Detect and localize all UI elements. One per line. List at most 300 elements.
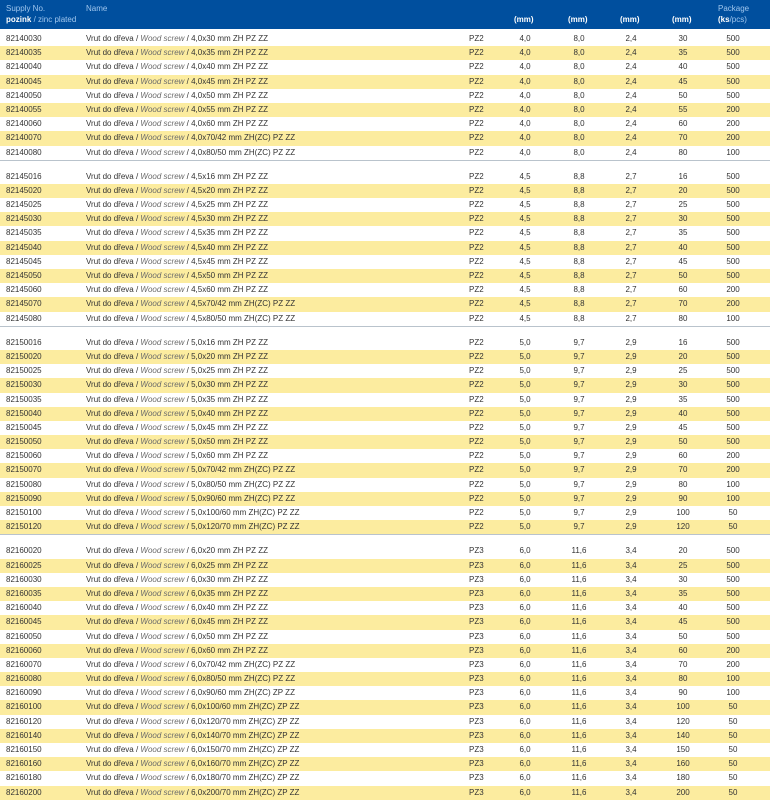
name-spec: / 4,0x45 mm ZH PZ ZZ bbox=[184, 76, 268, 86]
name-spec: / 4,0x35 mm ZH PZ ZZ bbox=[184, 48, 268, 58]
table-row bbox=[0, 393, 770, 407]
name-spec: / 5,0x30 mm ZH PZ ZZ bbox=[184, 380, 268, 390]
supply-no-cell: 82150050 bbox=[6, 437, 42, 447]
name-cz: Vrut do dřeva bbox=[86, 745, 134, 754]
supply-no-cell: 82145080 bbox=[6, 313, 42, 323]
name-cz: Vrut do dřeva bbox=[86, 313, 134, 323]
drive-cell: PZ2 bbox=[469, 147, 484, 157]
name-spec: / 5,0x20 mm ZH PZ ZZ bbox=[184, 351, 268, 361]
name-en: Wood screw bbox=[140, 76, 185, 86]
package-cell: 50 bbox=[728, 759, 738, 769]
head-height-cell: 2,9 bbox=[625, 508, 637, 517]
package-cell: 500 bbox=[726, 228, 740, 238]
head-diameter-cell: 11,6 bbox=[571, 702, 587, 712]
length-cell: 70 bbox=[678, 299, 688, 309]
name-cz: Vrut do dřeva bbox=[86, 351, 134, 361]
name-cell bbox=[86, 630, 446, 644]
package-cell: 500 bbox=[726, 560, 740, 570]
name-en: Wood screw bbox=[140, 256, 185, 266]
name-cz: Vrut do dřeva bbox=[86, 380, 134, 390]
diameter-cell: 6,0 bbox=[519, 745, 531, 754]
table-row bbox=[0, 544, 770, 558]
supply-no-cell: 82140050 bbox=[6, 90, 42, 100]
head-diameter-cell: 9,7 bbox=[573, 522, 585, 532]
length-cell: 80 bbox=[678, 479, 688, 489]
group-separator bbox=[0, 326, 770, 336]
name-en: Wood screw bbox=[140, 90, 185, 100]
supply-no-cell: 82160140 bbox=[6, 730, 42, 740]
drive-cell: PZ3 bbox=[469, 645, 484, 655]
length-cell: 120 bbox=[676, 522, 690, 532]
head-diameter-cell: 9,7 bbox=[573, 394, 585, 404]
name-en: Wood screw bbox=[140, 271, 185, 280]
name-separator: / bbox=[133, 337, 141, 347]
head-height-cell: 2,4 bbox=[625, 90, 637, 100]
head-diameter-cell: 11,6 bbox=[571, 745, 587, 754]
drive-cell: PZ2 bbox=[469, 366, 484, 376]
length-cell: 35 bbox=[678, 588, 688, 598]
drive-cell: PZ2 bbox=[469, 285, 484, 295]
package-cell: 100 bbox=[726, 493, 740, 503]
package-cell: 500 bbox=[726, 34, 740, 43]
head-height-cell: 2,4 bbox=[625, 76, 637, 86]
name-cell bbox=[86, 146, 446, 160]
head-diameter-cell: 8,8 bbox=[573, 200, 585, 210]
package-cell: 500 bbox=[726, 271, 740, 280]
name-en: Wood screw bbox=[140, 674, 185, 684]
diameter-cell: 4,5 bbox=[519, 200, 531, 210]
supply-no-cell: 82150045 bbox=[6, 422, 42, 432]
head-height-cell: 2,9 bbox=[625, 493, 637, 503]
name-separator: / bbox=[133, 659, 141, 669]
table-row bbox=[0, 146, 770, 160]
name-separator: / bbox=[133, 465, 141, 475]
name-cell bbox=[86, 587, 446, 601]
name-en: Wood screw bbox=[140, 48, 185, 58]
name-separator: / bbox=[133, 674, 141, 684]
table-row bbox=[0, 757, 770, 771]
header-finish-en: zinc plated bbox=[38, 15, 77, 24]
head-diameter-cell: 8,8 bbox=[573, 285, 585, 295]
drive-cell: PZ3 bbox=[469, 688, 484, 698]
name-separator: / bbox=[133, 493, 141, 503]
diameter-cell: 5,0 bbox=[519, 451, 531, 461]
head-height-cell: 3,4 bbox=[625, 588, 637, 598]
table-row bbox=[0, 46, 770, 60]
diameter-cell: 4,0 bbox=[519, 133, 531, 143]
package-cell: 500 bbox=[726, 574, 740, 584]
supply-no-cell: 82145070 bbox=[6, 299, 42, 309]
name-en: Wood screw bbox=[140, 603, 185, 613]
diameter-cell: 6,0 bbox=[519, 674, 531, 684]
diameter-cell: 5,0 bbox=[519, 366, 531, 376]
supply-no-cell: 82160025 bbox=[6, 560, 42, 570]
name-separator: / bbox=[133, 214, 141, 224]
diameter-cell: 5,0 bbox=[519, 522, 531, 532]
table-row bbox=[0, 715, 770, 729]
drive-cell: PZ2 bbox=[469, 337, 484, 347]
name-cell bbox=[86, 393, 446, 407]
name-cell bbox=[86, 89, 446, 103]
name-separator: / bbox=[133, 271, 141, 280]
head-diameter-cell: 8,8 bbox=[573, 171, 585, 181]
head-height-cell: 2,7 bbox=[625, 242, 637, 252]
name-cell bbox=[86, 241, 446, 255]
length-cell: 45 bbox=[678, 76, 688, 86]
group-separator bbox=[0, 534, 770, 544]
table-row bbox=[0, 117, 770, 131]
head-diameter-cell: 9,7 bbox=[573, 366, 585, 376]
name-separator: / bbox=[133, 366, 141, 376]
package-cell: 500 bbox=[726, 76, 740, 86]
name-cz: Vrut do dřeva bbox=[86, 394, 134, 404]
head-diameter-cell: 8,0 bbox=[573, 133, 585, 143]
head-diameter-cell: 11,6 bbox=[571, 560, 587, 570]
head-diameter-cell: 8,8 bbox=[573, 214, 585, 224]
name-en: Wood screw bbox=[140, 617, 185, 627]
supply-no-cell: 82160035 bbox=[6, 588, 42, 598]
diameter-cell: 5,0 bbox=[519, 479, 531, 489]
table-row bbox=[0, 421, 770, 435]
package-cell: 100 bbox=[726, 674, 740, 684]
name-cell bbox=[86, 226, 446, 240]
name-separator: / bbox=[133, 185, 141, 195]
name-spec: / 4,0x40 mm ZH PZ ZZ bbox=[184, 62, 268, 72]
table-row bbox=[0, 241, 770, 255]
header-unit-l: (mm) bbox=[672, 15, 692, 24]
length-cell: 16 bbox=[678, 337, 688, 347]
name-separator: / bbox=[133, 745, 141, 754]
name-cz: Vrut do dřeva bbox=[86, 242, 134, 252]
drive-cell: PZ3 bbox=[469, 617, 484, 627]
name-spec: / 6,0x200/70 mm ZH(ZC) ZP ZZ bbox=[184, 787, 300, 797]
head-diameter-cell: 9,7 bbox=[573, 465, 585, 475]
head-diameter-cell: 9,7 bbox=[573, 337, 585, 347]
name-cz: Vrut do dřeva bbox=[86, 90, 134, 100]
supply-no-cell: 82145030 bbox=[6, 214, 42, 224]
name-en: Wood screw bbox=[140, 62, 185, 72]
table-row bbox=[0, 559, 770, 573]
head-diameter-cell: 8,8 bbox=[573, 256, 585, 266]
name-separator: / bbox=[133, 588, 141, 598]
name-spec: / 6,0x70/42 mm ZH(ZC) PZ ZZ bbox=[184, 659, 296, 669]
head-height-cell: 3,4 bbox=[625, 659, 637, 669]
name-en: Wood screw bbox=[140, 214, 185, 224]
name-spec: / 5,0x90/60 mm ZH(ZC) PZ ZZ bbox=[184, 493, 296, 503]
head-diameter-cell: 11,6 bbox=[571, 659, 587, 669]
package-cell: 100 bbox=[726, 479, 740, 489]
head-height-cell: 2,7 bbox=[625, 313, 637, 323]
name-cz: Vrut do dřeva bbox=[86, 674, 134, 684]
name-separator: / bbox=[133, 48, 141, 58]
name-cell bbox=[86, 672, 446, 686]
head-diameter-cell: 11,6 bbox=[571, 631, 587, 641]
drive-cell: PZ2 bbox=[469, 200, 484, 210]
header-unit-d: (mm) bbox=[514, 15, 534, 24]
supply-no-cell: 82140080 bbox=[6, 147, 42, 157]
name-spec: / 4,5x30 mm ZH PZ ZZ bbox=[184, 214, 268, 224]
package-cell: 500 bbox=[726, 351, 740, 361]
length-cell: 40 bbox=[678, 603, 688, 613]
length-cell: 80 bbox=[678, 147, 688, 157]
diameter-cell: 6,0 bbox=[519, 759, 531, 769]
supply-no-cell: 82150060 bbox=[6, 451, 42, 461]
drive-cell: PZ3 bbox=[469, 603, 484, 613]
length-cell: 160 bbox=[676, 759, 690, 769]
diameter-cell: 4,0 bbox=[519, 119, 531, 129]
package-cell: 500 bbox=[726, 256, 740, 266]
drive-cell: PZ2 bbox=[469, 437, 484, 447]
supply-no-cell: 82150040 bbox=[6, 408, 42, 418]
header-package-unit-bold: (ks bbox=[718, 15, 730, 24]
supply-no-cell: 82160090 bbox=[6, 688, 42, 698]
name-cz: Vrut do dřeva bbox=[86, 299, 134, 309]
name-en: Wood screw bbox=[140, 745, 185, 754]
drive-cell: PZ2 bbox=[469, 62, 484, 72]
head-diameter-cell: 9,7 bbox=[573, 408, 585, 418]
supply-no-cell: 82160150 bbox=[6, 745, 42, 754]
head-diameter-cell: 8,8 bbox=[573, 299, 585, 309]
package-cell: 100 bbox=[726, 688, 740, 698]
name-en: Wood screw bbox=[140, 522, 185, 532]
diameter-cell: 4,5 bbox=[519, 242, 531, 252]
drive-cell: PZ3 bbox=[469, 546, 484, 556]
name-separator: / bbox=[133, 730, 141, 740]
name-cz: Vrut do dřeva bbox=[86, 603, 134, 613]
supply-no-cell: 82145035 bbox=[6, 228, 42, 238]
diameter-cell: 4,5 bbox=[519, 256, 531, 266]
name-separator: / bbox=[133, 242, 141, 252]
supply-no-cell: 82140040 bbox=[6, 62, 42, 72]
drive-cell: PZ3 bbox=[469, 745, 484, 754]
head-height-cell: 2,4 bbox=[625, 147, 637, 157]
name-cell bbox=[86, 407, 446, 421]
name-cell bbox=[86, 212, 446, 226]
name-spec: / 4,0x70/42 mm ZH(ZC) PZ ZZ bbox=[184, 133, 296, 143]
name-cz: Vrut do dřeva bbox=[86, 104, 134, 114]
name-spec: / 4,5x70/42 mm ZH(ZC) PZ ZZ bbox=[184, 299, 296, 309]
name-spec: / 5,0x40 mm ZH PZ ZZ bbox=[184, 408, 268, 418]
table-row bbox=[0, 520, 770, 534]
package-cell: 200 bbox=[726, 119, 740, 129]
name-cell bbox=[86, 350, 446, 364]
head-height-cell: 2,9 bbox=[625, 394, 637, 404]
supply-no-cell: 82145050 bbox=[6, 271, 42, 280]
head-height-cell: 3,4 bbox=[625, 645, 637, 655]
name-cell bbox=[86, 103, 446, 117]
name-cell bbox=[86, 658, 446, 672]
name-cz: Vrut do dřeva bbox=[86, 185, 134, 195]
name-separator: / bbox=[133, 702, 141, 712]
length-cell: 40 bbox=[678, 242, 688, 252]
name-en: Wood screw bbox=[140, 631, 185, 641]
length-cell: 50 bbox=[678, 90, 688, 100]
head-diameter-cell: 11,6 bbox=[571, 617, 587, 627]
supply-no-cell: 82145016 bbox=[6, 171, 42, 181]
head-height-cell: 2,9 bbox=[625, 522, 637, 532]
name-separator: / bbox=[133, 351, 141, 361]
table-row bbox=[0, 630, 770, 644]
name-spec: / 4,5x80/50 mm ZH(ZC) PZ ZZ bbox=[184, 313, 296, 323]
length-cell: 70 bbox=[678, 133, 688, 143]
name-separator: / bbox=[133, 147, 141, 157]
diameter-cell: 4,5 bbox=[519, 185, 531, 195]
table-row bbox=[0, 32, 770, 46]
name-cell bbox=[86, 463, 446, 477]
name-en: Wood screw bbox=[140, 299, 185, 309]
head-diameter-cell: 11,6 bbox=[571, 588, 587, 598]
name-cz: Vrut do dřeva bbox=[86, 479, 134, 489]
table-row bbox=[0, 463, 770, 477]
head-diameter-cell: 9,7 bbox=[573, 351, 585, 361]
diameter-cell: 5,0 bbox=[519, 337, 531, 347]
name-cz: Vrut do dřeva bbox=[86, 271, 134, 280]
name-spec: / 6,0x180/70 mm ZH(ZC) ZP ZZ bbox=[184, 773, 300, 783]
package-cell: 50 bbox=[728, 702, 738, 712]
head-diameter-cell: 9,7 bbox=[573, 451, 585, 461]
supply-no-cell: 82150070 bbox=[6, 465, 42, 475]
name-cz: Vrut do dřeva bbox=[86, 228, 134, 238]
name-separator: / bbox=[133, 228, 141, 238]
drive-cell: PZ3 bbox=[469, 716, 484, 726]
name-spec: / 5,0x120/70 mm ZH(ZC) PZ ZZ bbox=[184, 522, 300, 532]
drive-cell: PZ3 bbox=[469, 659, 484, 669]
name-separator: / bbox=[133, 256, 141, 266]
name-en: Wood screw bbox=[140, 242, 185, 252]
head-diameter-cell: 11,6 bbox=[571, 716, 587, 726]
name-en: Wood screw bbox=[140, 465, 185, 475]
name-separator: / bbox=[133, 437, 141, 447]
name-cz: Vrut do dřeva bbox=[86, 256, 134, 266]
head-height-cell: 3,4 bbox=[625, 688, 637, 698]
head-height-cell: 3,4 bbox=[625, 730, 637, 740]
diameter-cell: 4,5 bbox=[519, 299, 531, 309]
name-cz: Vrut do dřeva bbox=[86, 508, 134, 517]
header-package-unit-rest: /pcs) bbox=[729, 15, 747, 24]
name-cz: Vrut do dřeva bbox=[86, 688, 134, 698]
name-en: Wood screw bbox=[140, 716, 185, 726]
name-spec: / 4,5x60 mm ZH PZ ZZ bbox=[184, 285, 268, 295]
name-spec: / 6,0x120/70 mm ZH(ZC) ZP ZZ bbox=[184, 716, 300, 726]
package-cell: 500 bbox=[726, 90, 740, 100]
supply-no-cell: 82140055 bbox=[6, 104, 42, 114]
drive-cell: PZ2 bbox=[469, 479, 484, 489]
name-cell bbox=[86, 686, 446, 700]
drive-cell: PZ2 bbox=[469, 394, 484, 404]
name-separator: / bbox=[133, 408, 141, 418]
table-row bbox=[0, 269, 770, 283]
name-cell bbox=[86, 170, 446, 184]
name-spec: / 5,0x60 mm ZH PZ ZZ bbox=[184, 451, 268, 461]
length-cell: 30 bbox=[678, 574, 688, 584]
supply-no-cell: 82160120 bbox=[6, 716, 42, 726]
drive-cell: PZ2 bbox=[469, 76, 484, 86]
name-en: Wood screw bbox=[140, 408, 185, 418]
name-spec: / 6,0x60 mm ZH PZ ZZ bbox=[184, 645, 268, 655]
head-diameter-cell: 9,7 bbox=[573, 479, 585, 489]
supply-no-cell: 82160160 bbox=[6, 759, 42, 769]
diameter-cell: 5,0 bbox=[519, 408, 531, 418]
table-row bbox=[0, 478, 770, 492]
name-cz: Vrut do dřeva bbox=[86, 465, 134, 475]
name-cell bbox=[86, 544, 446, 558]
table-header bbox=[0, 0, 770, 29]
head-diameter-cell: 8,0 bbox=[573, 48, 585, 58]
head-diameter-cell: 8,0 bbox=[573, 104, 585, 114]
name-en: Wood screw bbox=[140, 380, 185, 390]
name-en: Wood screw bbox=[140, 228, 185, 238]
drive-cell: PZ2 bbox=[469, 242, 484, 252]
name-cz: Vrut do dřeva bbox=[86, 493, 134, 503]
drive-cell: PZ3 bbox=[469, 631, 484, 641]
name-cell bbox=[86, 60, 446, 74]
package-cell: 500 bbox=[726, 422, 740, 432]
package-cell: 500 bbox=[726, 242, 740, 252]
diameter-cell: 5,0 bbox=[519, 422, 531, 432]
diameter-cell: 6,0 bbox=[519, 730, 531, 740]
package-cell: 500 bbox=[726, 185, 740, 195]
table-row bbox=[0, 492, 770, 506]
diameter-cell: 5,0 bbox=[519, 394, 531, 404]
header-finish bbox=[6, 15, 76, 24]
name-en: Wood screw bbox=[140, 133, 185, 143]
drive-cell: PZ2 bbox=[469, 522, 484, 532]
name-cell bbox=[86, 506, 446, 520]
name-spec: / 6,0x50 mm ZH PZ ZZ bbox=[184, 631, 268, 641]
table-row bbox=[0, 506, 770, 520]
head-height-cell: 2,9 bbox=[625, 351, 637, 361]
supply-no-cell: 82140045 bbox=[6, 76, 42, 86]
name-cell bbox=[86, 269, 446, 283]
name-spec: / 4,0x55 mm ZH PZ ZZ bbox=[184, 104, 268, 114]
name-cz: Vrut do dřeva bbox=[86, 337, 134, 347]
length-cell: 70 bbox=[678, 659, 688, 669]
name-separator: / bbox=[133, 200, 141, 210]
name-cz: Vrut do dřeva bbox=[86, 285, 134, 295]
head-diameter-cell: 8,0 bbox=[573, 90, 585, 100]
diameter-cell: 6,0 bbox=[519, 574, 531, 584]
table-row bbox=[0, 601, 770, 615]
head-height-cell: 2,7 bbox=[625, 299, 637, 309]
head-height-cell: 2,9 bbox=[625, 479, 637, 489]
name-cz: Vrut do dřeva bbox=[86, 730, 134, 740]
diameter-cell: 5,0 bbox=[519, 508, 531, 517]
name-en: Wood screw bbox=[140, 493, 185, 503]
diameter-cell: 6,0 bbox=[519, 560, 531, 570]
package-cell: 500 bbox=[726, 588, 740, 598]
name-cz: Vrut do dřeva bbox=[86, 214, 134, 224]
supply-no-cell: 82160050 bbox=[6, 631, 42, 641]
supply-no-cell: 82145025 bbox=[6, 200, 42, 210]
drive-cell: PZ2 bbox=[469, 34, 484, 43]
head-diameter-cell: 11,6 bbox=[571, 759, 587, 769]
length-cell: 100 bbox=[676, 508, 690, 517]
head-diameter-cell: 11,6 bbox=[571, 730, 587, 740]
package-cell: 500 bbox=[726, 62, 740, 72]
table-row bbox=[0, 75, 770, 89]
name-separator: / bbox=[133, 76, 141, 86]
length-cell: 30 bbox=[678, 34, 688, 43]
table-row bbox=[0, 700, 770, 714]
head-height-cell: 2,7 bbox=[625, 256, 637, 266]
name-cell bbox=[86, 757, 446, 771]
name-cz: Vrut do dřeva bbox=[86, 34, 134, 43]
head-diameter-cell: 9,7 bbox=[573, 493, 585, 503]
head-height-cell: 2,7 bbox=[625, 285, 637, 295]
name-cell bbox=[86, 478, 446, 492]
name-separator: / bbox=[133, 773, 141, 783]
length-cell: 70 bbox=[678, 465, 688, 475]
